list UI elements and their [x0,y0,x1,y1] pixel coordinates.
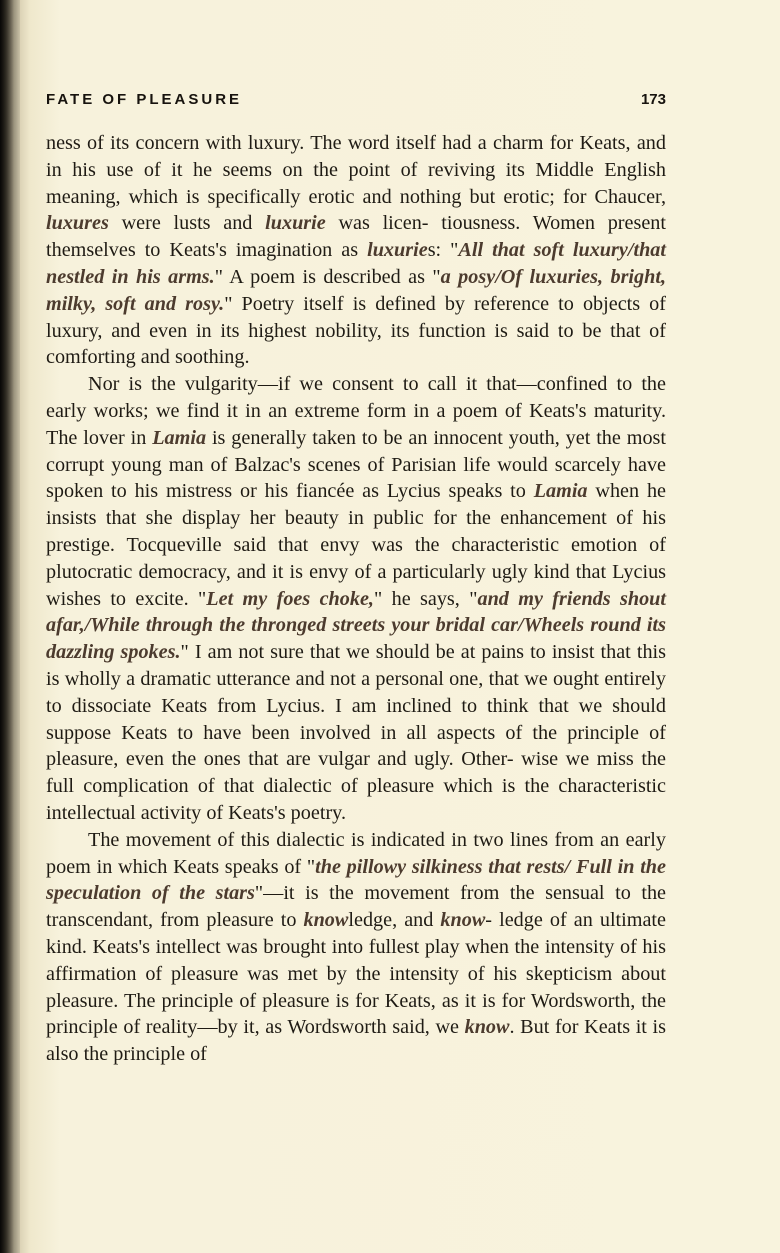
text-line: it is envy of a particularly ugly kind that Lycius wishes to excite. [46,560,667,610]
paragraph-3 [46,827,666,1068]
text-line: is the characteristic intellectual activity of Keats's poetry. [46,775,667,824]
text-line: life would scarcely have spoken to his mistress or his fiancée as [46,453,666,503]
text-line: through the thronged streets your bridal car/Wheels round its dazzling [46,614,666,664]
text-line: itself is defined by reference to objects of luxury, and even in its [46,292,666,342]
text-line: tiousness. Women present themselves to Keats's imagination as [46,212,667,262]
page-header [46,91,666,115]
text-line: ness of its concern with luxury. The word itself had a charm for [46,132,574,154]
text-line: youth, yet the most corrupt young man of Balzac's scenes of Parisian [46,426,666,476]
text-line: Nor is the vulgarity—if we consent to call it that—confined to [88,373,633,396]
text-line: entirely to dissociate Keats from Lycius. I am inclined to think that [46,667,667,717]
text-line: play when the intensity of his affirmation of pleasure was met by the [46,935,666,985]
text-line: soothing. [174,346,250,369]
text-line: early poem in which Keats speaks of "the pillowy silkiness that rests/ [46,828,666,878]
text-line: "Let my foes choke," he says, "and my friends shout afar,/While [46,587,667,637]
text-line: but erotic; for Chaucer, luxures were lusts and luxurie was licen- [46,185,666,235]
text-line: Wordsworth said, we know. But for Keats it is also the principle of [46,1016,667,1066]
text-line: wise we miss the full complication of that dialectic of pleasure which [46,748,667,798]
text-line: we should suppose Keats to have been involved in all aspects of the [46,694,666,744]
text-line: the early works; we find it in an extreme form in a poem of Keats's [46,373,666,422]
text-line: maturity. The lover in Lamia is generally taken to be an innocent [46,399,666,449]
running-title: FATE OF PLEASURE [46,91,243,108]
text-line: Full in the speculation of the stars"—it is the movement from the [46,855,666,905]
text-line: luxuries: "All that soft luxury/that nestled in his arms." A poem is [46,239,666,288]
text-line: principle of pleasure, even the ones that are vulgar and ugly. Other- [46,721,666,771]
text-line: is for Keats, as it is for Wordsworth, the principle of reality—by it, as [46,989,666,1039]
text-line: described as "a posy/Of luxuries, bright, milky, soft and rosy." Poetry [46,265,667,315]
text-line: ledge of an ultimate kind. Keats's intellect was brought into fullest [46,909,666,958]
text-line: The movement of this dialectic is indicated in two lines from an [88,828,620,851]
text-line: is wholly a dramatic utterance and not a personal one, that we ought [46,667,600,690]
text-line: Keats, and in his use of it he seems on the point of reviving its [46,132,666,181]
text-line: Middle English meaning, which is specifically erotic and nothing [46,158,666,208]
paragraph-2 [46,371,666,827]
text-line: in public for the enhancement of his prestige. Tocqueville said that [46,507,666,556]
binding-gutter [0,0,20,1253]
text-line: spokes." I am not sure that we should be at pains to insist that this [120,641,667,664]
text-line: envy was the characteristic emotion of plutocratic democracy, and [46,533,667,583]
text-line: highest nobility, its function is said to be that of comforting and [46,319,666,369]
text-line: sensual to the transcendant, from pleasure to knowledge, and know- [46,882,667,932]
paragraph-1 [46,130,666,371]
page-number: 173 [640,91,666,108]
text-line: Lycius speaks to Lamia when he insists that she display her beauty [46,480,666,530]
body-text [46,130,666,1068]
text-line: intensity of his skepticism about pleasure. The principle of pleasure [46,962,667,1012]
